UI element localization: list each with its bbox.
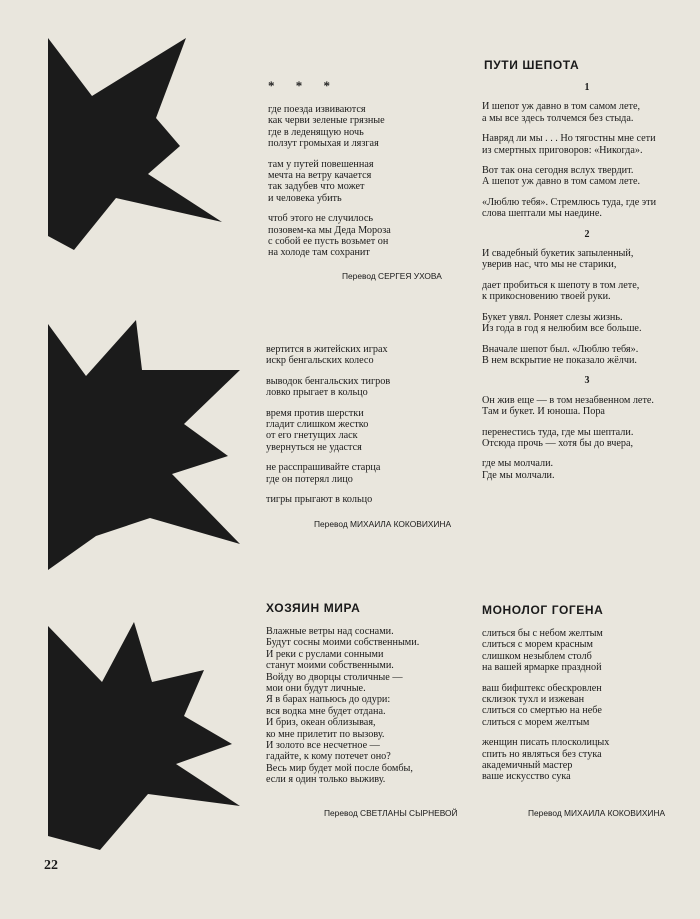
poem-line: станут моими собственными. [266,660,394,672]
stanza [266,376,390,399]
section-number: 2 [584,228,590,240]
poem-line: где в леденящую ночь [268,126,364,138]
poem-line: вся водка мне будет отдана. [266,705,386,717]
poem-line: Влажные ветры над соснами. [266,626,394,637]
poem-line: И реки с руслами сонными [266,648,384,660]
stanza [482,197,692,220]
poem-line: увернуться не удастся [266,441,362,453]
stanza [482,737,609,783]
poem-line: И бриз, океан облизывая, [266,717,376,729]
poem-line: тигры прыгают в кольцо [266,494,373,506]
stanza [266,626,419,786]
poem-line: не расспрашивайте старца [266,462,381,474]
poem-line: где поезда извиваются [268,104,366,115]
translator-credit: Перевод СВЕТЛАНЫ СЫРНЕВОЙ [324,808,458,818]
poem-title: ХОЗЯИН МИРА [266,601,361,615]
poem-line: В нем вскрытие не показало жёлчи. [482,354,637,366]
poem-line: ваше искусство сука [482,771,571,783]
poem-line: слиться со смертью на небе [482,705,602,717]
poem-line: мечта на ветру качается [268,170,372,182]
poem-line: слишком незыблем столб [482,650,592,662]
stanza [482,628,609,674]
poem-line: гладит слишком жестко [266,419,369,431]
poem-line: А шепот уж давно в том самом лете. [482,176,641,188]
poem-line: так задубев что может [268,181,365,193]
poem-gauguin-monologue [482,628,609,792]
poem-line: от его гнетущих ласк [266,430,358,442]
stanza [482,395,692,418]
poem-line: к прикосновению твоей руки. [482,291,611,303]
poem-line: «Люблю тебя». Стремлюсь туда, где эти [482,196,657,208]
poem-line: выводок бенгальских тигров [266,375,391,387]
stanza [266,494,390,505]
poem-line: гадайте, к кому потечет оно? [266,751,391,763]
poem-master-of-world [266,626,419,795]
poem-line: ко мне прилетит по вызову. [266,728,385,740]
poem-line: женщин писать плосколицых [482,737,610,749]
poem-line: слова шептали мы наедине. [482,208,602,220]
poem-line: Вот так она сегодня вслух твердит. [482,165,634,177]
stanza [482,427,692,450]
poem-title: ПУТИ ШЕПОТА [484,58,580,72]
poem-paths-of-whisper [482,80,692,490]
poem-line: И свадебный букетик запыленный, [482,248,634,260]
stanza [482,458,692,481]
poem-line: академичный мастер [482,760,573,772]
poem-line: Будут сосны моими собственными. [266,637,420,649]
poem-line: позовем-ка мы Деда Мороза [268,224,391,236]
poem-line: искр бенгальских колесо [266,355,374,367]
poem-line: если я один только выживу. [266,774,386,786]
poem-title: МОНОЛОГ ГОГЕНА [482,603,604,617]
stanza [482,344,692,367]
stanza [266,462,390,485]
stanza [268,104,391,150]
poem-line: Он жив еще — в том незабвенном лете. [482,394,654,406]
poem-line: вертится в житейских играх [266,344,388,355]
black-star-top [44,36,224,266]
stanza [266,408,390,454]
poem-line: мои они будут личные. [266,683,366,695]
stanza [482,101,692,124]
translator-credit: Перевод МИХАИЛА КОКОВИХИНА [528,808,666,818]
poem-line: а мы все здесь толчемся без стыда. [482,112,634,124]
stanza [268,213,391,259]
translator-credit: Перевод СЕРГЕЯ УХОВА [342,271,442,281]
translator-credit: Перевод МИХАИЛА КОКОВИХИНА [314,519,452,529]
poem-line: Вначале шепот был. «Люблю тебя». [482,343,639,355]
poem-line: на вашей ярмарке праздной [482,662,602,674]
poem-line: с собой ее пусть возьмет он [268,236,389,248]
poem-line: из смертных приговоров: «Никогда». [482,144,643,156]
poem-line: как черви зеленые грязные [268,115,385,127]
poem-line: время против шерстки [266,407,364,419]
poem-line: и человека убить [268,192,342,204]
poem-bengal-tigers [266,344,390,514]
poem-line: Отсюда прочь — хотя бы до вчера, [482,437,634,449]
stanza [482,133,692,156]
poem-line: чтоб этого не случилось [268,213,374,225]
poem-line: Букет увял. Роняет слезы жизнь. [482,311,623,323]
poem-line: на холоде там сохранит [268,247,370,259]
stanza [482,165,692,188]
poem-line: Там и букет. И юноша. Пора [482,406,605,418]
poem-line: Войду во дворцы столичные — [266,671,403,683]
stanza [266,344,390,367]
poem-line: перенестись туда, где мы шептали. [482,426,634,438]
poem-line: слиться с морем красным [482,639,593,651]
poem-line: Я в барах напьюсь до одури: [266,694,391,706]
black-star-middle [44,318,244,573]
poem-line: Навряд ли мы . . . Но тягостны мне сети [482,133,656,145]
section-number: 3 [584,375,590,387]
section-number: 1 [584,82,590,93]
stanza [482,280,692,303]
poem-line: склизок тухл и изжеван [482,694,585,706]
poem-line: ловко прыгает в кольцо [266,387,368,399]
poem-line: где мы молчали. [482,458,554,470]
black-star-bottom [44,620,244,855]
page-number: 22 [44,858,58,873]
stanza [268,159,391,205]
poem-line: И золото все несчетное — [266,740,380,752]
poem-line: ползут громыхая и лязгая [268,138,379,150]
stanza [482,312,692,335]
poem-asterisks: * * * [268,78,339,93]
poem-line: Где мы молчали. [482,469,555,481]
poem-line: уверив нас, что мы не старики, [482,259,617,271]
poem-line: слиться с морем желтым [482,716,590,728]
poem-line: где он потерял лицо [266,473,353,485]
poem-line: дает пробиться к шепоту в том лете, [482,279,640,291]
poem-line: И шепот уж давно в том самом лете, [482,101,641,113]
poem-where-trains [268,104,391,268]
poem-line: ваш бифштекс обескровлен [482,682,602,694]
stanza [482,683,609,729]
poem-line: спить но являться без стука [482,748,602,760]
poem-line: там у путей повешенная [268,158,374,170]
poem-line: Из года в год я нелюбим все больше. [482,323,642,335]
poem-line: слиться бы с небом желтым [482,628,603,639]
stanza [482,248,692,271]
poem-line: Весь мир будет мой после бомбы, [266,762,413,774]
